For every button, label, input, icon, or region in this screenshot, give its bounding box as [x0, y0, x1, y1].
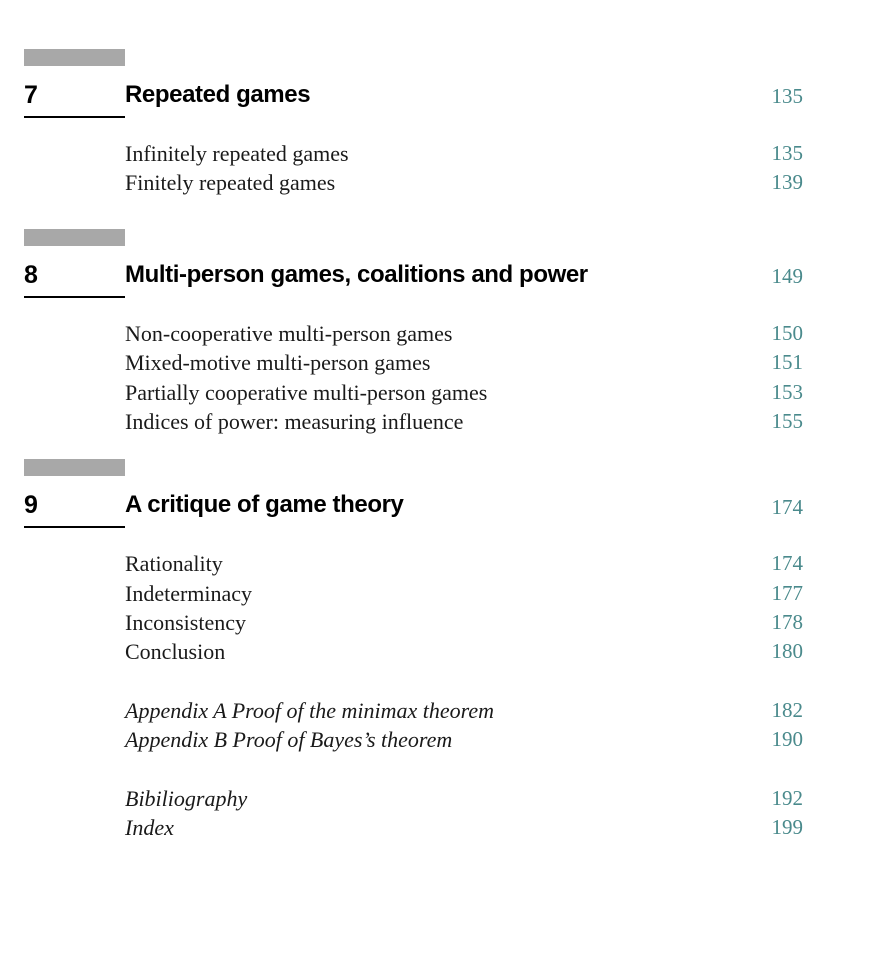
chapter-rule [24, 296, 125, 298]
toc-entry-page: 135 [771, 141, 803, 165]
appendix-entry[interactable] [0, 696, 886, 725]
toc-entry-page: 155 [771, 409, 803, 433]
toc-entry-page: 151 [771, 350, 803, 374]
toc-entry-label: Inconsistency [125, 610, 246, 635]
toc-entry-page: 139 [771, 170, 803, 194]
toc-entry-label: Non-cooperative multi-person games [125, 321, 453, 346]
appendix-label: Appendix A Proof of the minimax theorem [125, 698, 495, 723]
toc-entry-page: 177 [771, 581, 803, 605]
chapter-title[interactable]: Multi-person games, coalitions and power [125, 261, 588, 288]
toc-entry[interactable] [0, 608, 886, 637]
chapter-page-number[interactable]: 174 [771, 495, 803, 519]
back-matter-entry[interactable] [0, 813, 886, 842]
chapter-page-number[interactable]: 135 [771, 84, 803, 108]
toc-entry-page: 153 [771, 380, 803, 404]
toc-entry[interactable] [0, 579, 886, 608]
toc-entry-label: Indeterminacy [125, 581, 253, 606]
toc-entry-label: Finitely repeated games [125, 170, 336, 195]
toc-entry-page: 180 [771, 639, 803, 663]
toc-entry-label: Partially cooperative multi-person games [125, 380, 488, 405]
toc-entry[interactable] [0, 348, 886, 377]
appendix-label: Appendix B Proof of Bayes’s theorem [125, 727, 453, 752]
toc-entry-page: 150 [771, 321, 803, 345]
back-matter-entry[interactable] [0, 784, 886, 813]
chapter-number: 7 [24, 81, 38, 109]
chapter-rule [24, 116, 125, 118]
toc-entry-label: Infinitely repeated games [125, 141, 349, 166]
chapter-rule [24, 526, 125, 528]
back-matter-label: Index [125, 815, 174, 840]
toc-entry[interactable] [0, 637, 886, 666]
toc-entry-page: 174 [771, 551, 803, 575]
toc-entry-label: Rationality [125, 551, 223, 576]
back-matter-page: 192 [771, 786, 803, 810]
toc-entry-label: Indices of power: measuring influence [125, 409, 464, 434]
appendix-page: 182 [771, 698, 803, 722]
toc-entry[interactable] [0, 139, 886, 168]
toc-entry[interactable] [0, 549, 886, 578]
chapter-title[interactable]: A critique of game theory [125, 491, 404, 518]
toc-entry[interactable] [0, 319, 886, 348]
back-matter-label: Bibiliography [125, 786, 248, 811]
appendix-entry[interactable] [0, 725, 886, 754]
toc-entry[interactable] [0, 378, 886, 407]
chapter-marker-bar [24, 49, 125, 66]
chapter-title[interactable]: Repeated games [125, 81, 311, 108]
toc-entry-label: Conclusion [125, 639, 226, 664]
appendix-page: 190 [771, 727, 803, 751]
toc-entry-label: Mixed-motive multi-person games [125, 350, 431, 375]
toc-entry-page: 178 [771, 610, 803, 634]
chapter-marker-bar [24, 229, 125, 246]
back-matter-page: 199 [771, 815, 803, 839]
chapter-marker-bar [24, 459, 125, 476]
chapter-page-number[interactable]: 149 [771, 264, 803, 288]
chapter-number: 9 [24, 491, 38, 519]
toc-entry[interactable] [0, 168, 886, 197]
chapter-number: 8 [24, 261, 38, 289]
toc-entry[interactable] [0, 407, 886, 436]
